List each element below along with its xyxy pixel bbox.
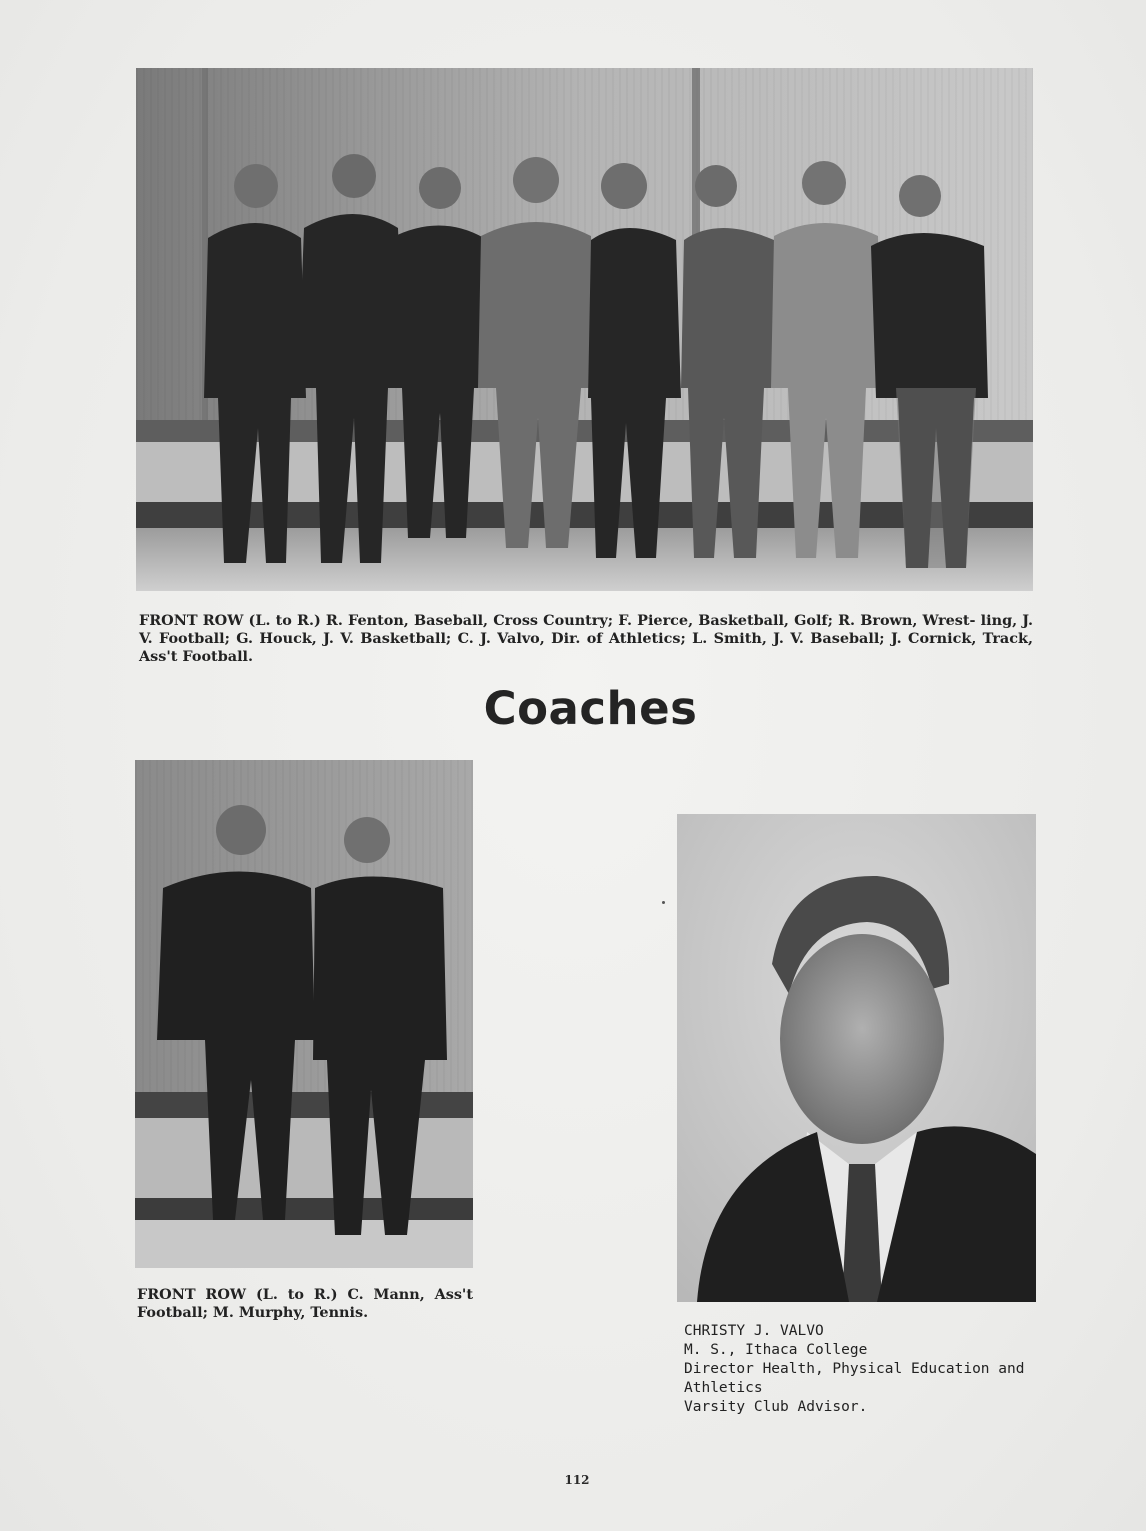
group-photo-coaches — [136, 68, 1033, 591]
bio-name: CHRISTY J. VALVO — [684, 1323, 824, 1339]
pair-photo-caption: FRONT ROW (L. to R.) C. Mann, Ass't Football; M. Murphy, Tennis. — [137, 1286, 473, 1321]
page-title: Coaches — [483, 682, 698, 735]
group-photo-caption: FRONT ROW (L. to R.) R. Fenton, Baseball, Cross Country; F. Pierce, Basketball, Golf; R. Brown, Wrest- ling, J. V. Football; G. Houck, J. V. Basketball; C. J. Valvo, Dir. of Athletics; L. Smith, J. V. Baseball; J. Cornick, Track, Ass't Football. — [139, 612, 1033, 665]
bio-title-line-1: Director Health, Physical Education and — [684, 1361, 1025, 1377]
portrait-image — [677, 814, 1036, 1302]
bio-degree: M. S., Ithaca College — [684, 1342, 868, 1358]
pair-photo-coaches — [135, 760, 473, 1268]
portrait-photo — [677, 814, 1036, 1302]
group-photo-image — [136, 68, 1033, 591]
portrait-bio — [684, 1322, 1044, 1417]
page-number: 112 — [564, 1473, 590, 1487]
pair-photo-image — [135, 760, 473, 1268]
bio-title-line-2: Athletics — [684, 1380, 763, 1396]
bio-role: Varsity Club Advisor. — [684, 1399, 868, 1415]
print-speck — [662, 901, 665, 904]
